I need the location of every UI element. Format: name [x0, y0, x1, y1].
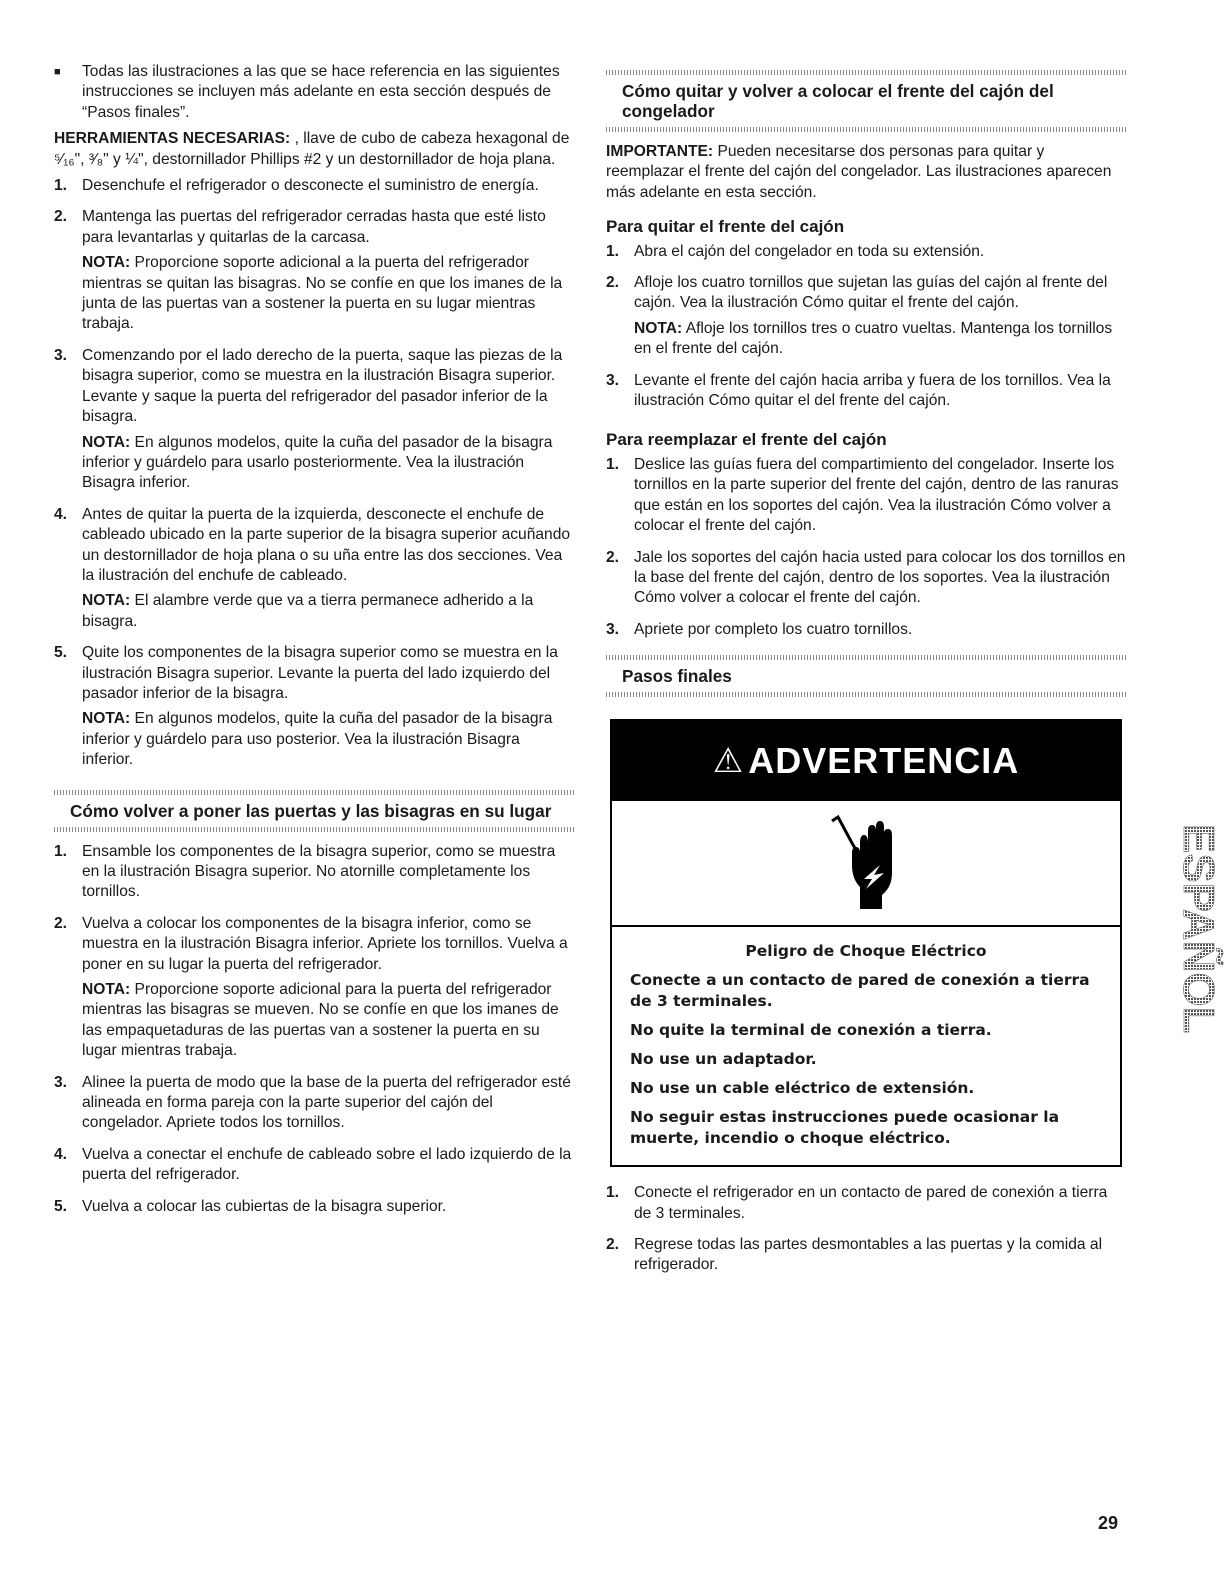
warning-box	[610, 719, 1122, 1167]
note-label: NOTA:	[82, 592, 131, 610]
step-number: 3.	[54, 1073, 68, 1091]
step-text: Apriete por completo los cuatro tornillos.	[634, 620, 913, 638]
subsection-title-replace: Para reemplazar el frente del cajón	[606, 430, 887, 450]
step-text: Deslice las guías fuera del compartimiento del congelador. Inserte los tornillos en la parte superior del frente del cajón, dentro de las ranuras que están en los soportes del cajón. Vea la ilustración Cómo volver a colocar el frente del cajón.	[634, 455, 1119, 535]
step-number: 2.	[606, 274, 620, 292]
step-note	[82, 433, 574, 494]
warning-banner	[612, 721, 1120, 801]
note-text: Afloje los tornillos tres o cuatro vueltas. Mantenga los tornillos en el frente del cajón.	[634, 319, 1113, 358]
section-divider	[606, 655, 1126, 660]
list-item	[54, 176, 574, 201]
step-number: 3.	[606, 620, 620, 638]
step-text: Vuelva a colocar las cubiertas de la bisagra superior.	[82, 1197, 447, 1215]
list-item	[606, 455, 1126, 542]
step-number: 1.	[54, 842, 68, 860]
subsection-title-remove: Para quitar el frente del cajón	[606, 217, 845, 237]
warning-line: No quite la terminal de conexión a tierra.	[630, 1021, 992, 1040]
step-text: Antes de quitar la puerta de la izquierda, desconecte el enchufe de cableado ubicado en la parte superior de la bisagra superior acuñando un destornillador de hoja plana o su uña entre las dos secciones. Vea la ilustración del enchufe de cableado.	[82, 505, 571, 584]
list-item	[54, 842, 574, 908]
tools-paragraph	[54, 129, 574, 170]
section-divider	[54, 790, 574, 795]
list-item	[54, 1073, 574, 1139]
note-text: El alambre verde que va a tierra permanece adherido a la bisagra.	[82, 592, 534, 630]
step-text: Quite los componentes de la bisagra superior como se muestra en la ilustración Bisagra superior. Levante la puerta del lado izquierdo del pasador inferior de la bisagra.	[82, 644, 558, 702]
warning-triangle-icon: ⚠	[712, 741, 745, 780]
important-text: Pueden necesitarse dos personas para quitar y reemplazar el frente del cajón del congelador. Las ilustraciones aparecen más adelante en esta sección.	[606, 143, 1112, 201]
list-item	[54, 505, 574, 637]
section-divider	[606, 70, 1126, 75]
remove-drawer-steps	[606, 242, 1126, 417]
step-number: 3.	[606, 371, 620, 389]
list-item	[54, 643, 574, 775]
step-text: Ensamble los componentes de la bisagra superior, como se muestra en la ilustración Bisagra superior. No atornille completamente los tornillos.	[82, 842, 556, 901]
step-text: Desenchufe el refrigerador o desconecte el suministro de energía.	[82, 177, 539, 195]
section-title-final-steps: Pasos finales	[622, 666, 732, 687]
step-number: 4.	[54, 505, 68, 523]
list-item	[54, 1145, 574, 1191]
step-text: Alinee la puerta de modo que la base de la puerta del refrigerador esté alineada en forma pareja con la parte superior del cajón del congelador. Apriete todos los tornillos.	[82, 1073, 571, 1132]
step-number: 2.	[54, 208, 68, 226]
intro-bullet	[54, 62, 574, 123]
step-number: 5.	[54, 644, 68, 662]
step-number: 2.	[54, 914, 68, 932]
step-text: Abra el cajón del congelador en toda su extensión.	[634, 242, 985, 260]
list-item	[606, 371, 1126, 417]
tools-label: HERRAMIENTAS NECESARIAS:	[54, 130, 291, 148]
step-text: Jale los soportes del cajón hacia usted para colocar los dos tornillos en la base del frente del cajón, dentro de los soportes. Vea la ilustración Cómo volver a colocar el frente del cajón.	[634, 548, 1126, 607]
step-text: Afloje los cuatro tornillos que sujetan las guías del cajón al frente del cajón. Vea la ilustración Cómo quitar el frente del cajón.	[634, 274, 1108, 312]
tools-text: , llave de cubo de cabeza hexagonal de ⁵⁄₁₆", ³⁄₈" y ¼", destornillador Phillips #2 y un destornillador de hoja plana.	[54, 130, 570, 168]
step-note	[82, 709, 574, 770]
note-text: En algunos modelos, quite la cuña del pasador de la bisagra inferior y guárdelo para uso posterior. Vea la ilustración Bisagra inferior.	[82, 710, 553, 769]
warning-line: No use un adaptador.	[630, 1050, 817, 1069]
list-item	[606, 548, 1126, 614]
warning-banner-text: ADVERTENCIA	[748, 739, 1020, 781]
step-text: Vuelva a conectar el enchufe de cableado sobre el lado izquierdo de la puerta del refrigerador.	[82, 1145, 572, 1184]
intro-bullet-text: Todas las ilustraciones a las que se hace referencia en las siguientes instrucciones se incluyen más adelante en esta sección después de “Pasos finales”.	[82, 63, 560, 121]
list-item	[54, 207, 574, 339]
important-paragraph	[606, 142, 1126, 203]
step-text: Levante el frente del cajón hacia arriba y fuera de los tornillos. Vea la ilustración Cómo quitar el del frente del cajón.	[634, 371, 1111, 410]
left-column	[54, 62, 574, 1228]
note-label: NOTA:	[82, 433, 131, 451]
step-number: 1.	[606, 1184, 620, 1202]
remove-doors-steps	[54, 176, 574, 776]
step-note	[82, 591, 574, 632]
list-item	[54, 346, 574, 499]
section-divider	[54, 827, 574, 832]
hazard-title: Peligro de Choque Eléctrico	[745, 942, 987, 961]
note-label: NOTA:	[634, 319, 683, 337]
warning-text	[612, 927, 1120, 1165]
step-number: 3.	[54, 346, 68, 364]
step-number: 2.	[606, 548, 620, 566]
list-item	[54, 1197, 574, 1222]
list-item	[606, 242, 1126, 267]
warning-line: No seguir estas instrucciones puede ocasionar la muerte, incendio o choque eléctrico.	[630, 1108, 1060, 1148]
section-title-replace-doors: Cómo volver a poner las puertas y las bisagras en su lugar	[70, 800, 552, 821]
step-note	[82, 253, 574, 335]
note-label: NOTA:	[82, 710, 131, 728]
replace-drawer-steps	[606, 455, 1126, 645]
list-item	[606, 620, 1126, 645]
step-number: 2.	[606, 1235, 620, 1253]
section-title-drawer-front: Cómo quitar y volver a colocar el frente del cajón del congelador	[622, 81, 1054, 121]
warning-line: Conecte a un contacto de pared de conexión a tierra de 3 terminales.	[630, 971, 1090, 1011]
step-text: Regrese todas las partes desmontables a las puertas y la comida al refrigerador.	[634, 1235, 1103, 1274]
right-column	[606, 62, 1126, 1287]
section-divider	[606, 127, 1126, 132]
step-note	[634, 319, 1126, 360]
replace-doors-steps	[54, 842, 574, 1223]
final-steps	[606, 1183, 1126, 1281]
step-number: 1.	[606, 242, 620, 260]
list-item	[606, 1183, 1126, 1229]
step-text: Vuelva a colocar los componentes de la bisagra inferior, como se muestra en la ilustración Bisagra inferior. Apriete los tornillos. Vuelva a poner en su lugar la puerta del refrigerador.	[82, 914, 568, 973]
step-text: Mantenga las puertas del refrigerador cerradas hasta que esté listo para levantarlas y quitarlas de la carcasa.	[82, 208, 546, 246]
step-number: 1.	[54, 177, 68, 195]
note-label: NOTA:	[82, 254, 131, 272]
step-number: 4.	[54, 1145, 68, 1163]
note-label: NOTA:	[82, 981, 131, 999]
square-bullet-icon: ■	[54, 66, 61, 78]
page-number: 29	[1098, 1513, 1119, 1533]
step-note	[82, 980, 574, 1062]
language-side-tab	[1148, 820, 1223, 1050]
step-text: Comenzando por el lado derecho de la puerta, saque las piezas de la bisagra superior, como se muestra en la ilustración Bisagra superior. Levante y saque la puerta del refrigerador del pasador inferior de la bisagra.	[82, 346, 563, 426]
warning-line: No use un cable eléctrico de extensión.	[630, 1079, 975, 1098]
note-text: Proporcione soporte adicional a la puerta del refrigerador mientras se quitan las bisagras. No se confíe en que los imanes de la junta de las puertas van a sostener la puerta en su lugar mientras trabaja.	[82, 254, 563, 333]
note-text: En algunos modelos, quite la cuña del pasador de la bisagra inferior y guárdelo para usarlo posteriormente. Vea la ilustración Bisagra inferior.	[82, 433, 553, 492]
step-text: Conecte el refrigerador en un contacto de pared de conexión a tierra de 3 terminales.	[634, 1184, 1108, 1222]
list-item	[606, 1235, 1126, 1281]
important-label: IMPORTANTE:	[606, 143, 714, 160]
list-item	[606, 273, 1126, 365]
section-divider	[606, 692, 1126, 697]
note-text: Proporcione soporte adicional para la puerta del refrigerador mientras las bisagras se mueven. No se confíe en que los imanes de las empaquetaduras de las puertas van a sostener la puerta en su lugar mientras trabaja.	[82, 981, 559, 1060]
side-tab-text: ESPAÑOL	[1174, 824, 1223, 1034]
step-number: 1.	[606, 455, 620, 473]
step-number: 5.	[54, 1197, 68, 1215]
electric-shock-hazard-icon	[612, 801, 1120, 927]
list-item	[54, 914, 574, 1067]
